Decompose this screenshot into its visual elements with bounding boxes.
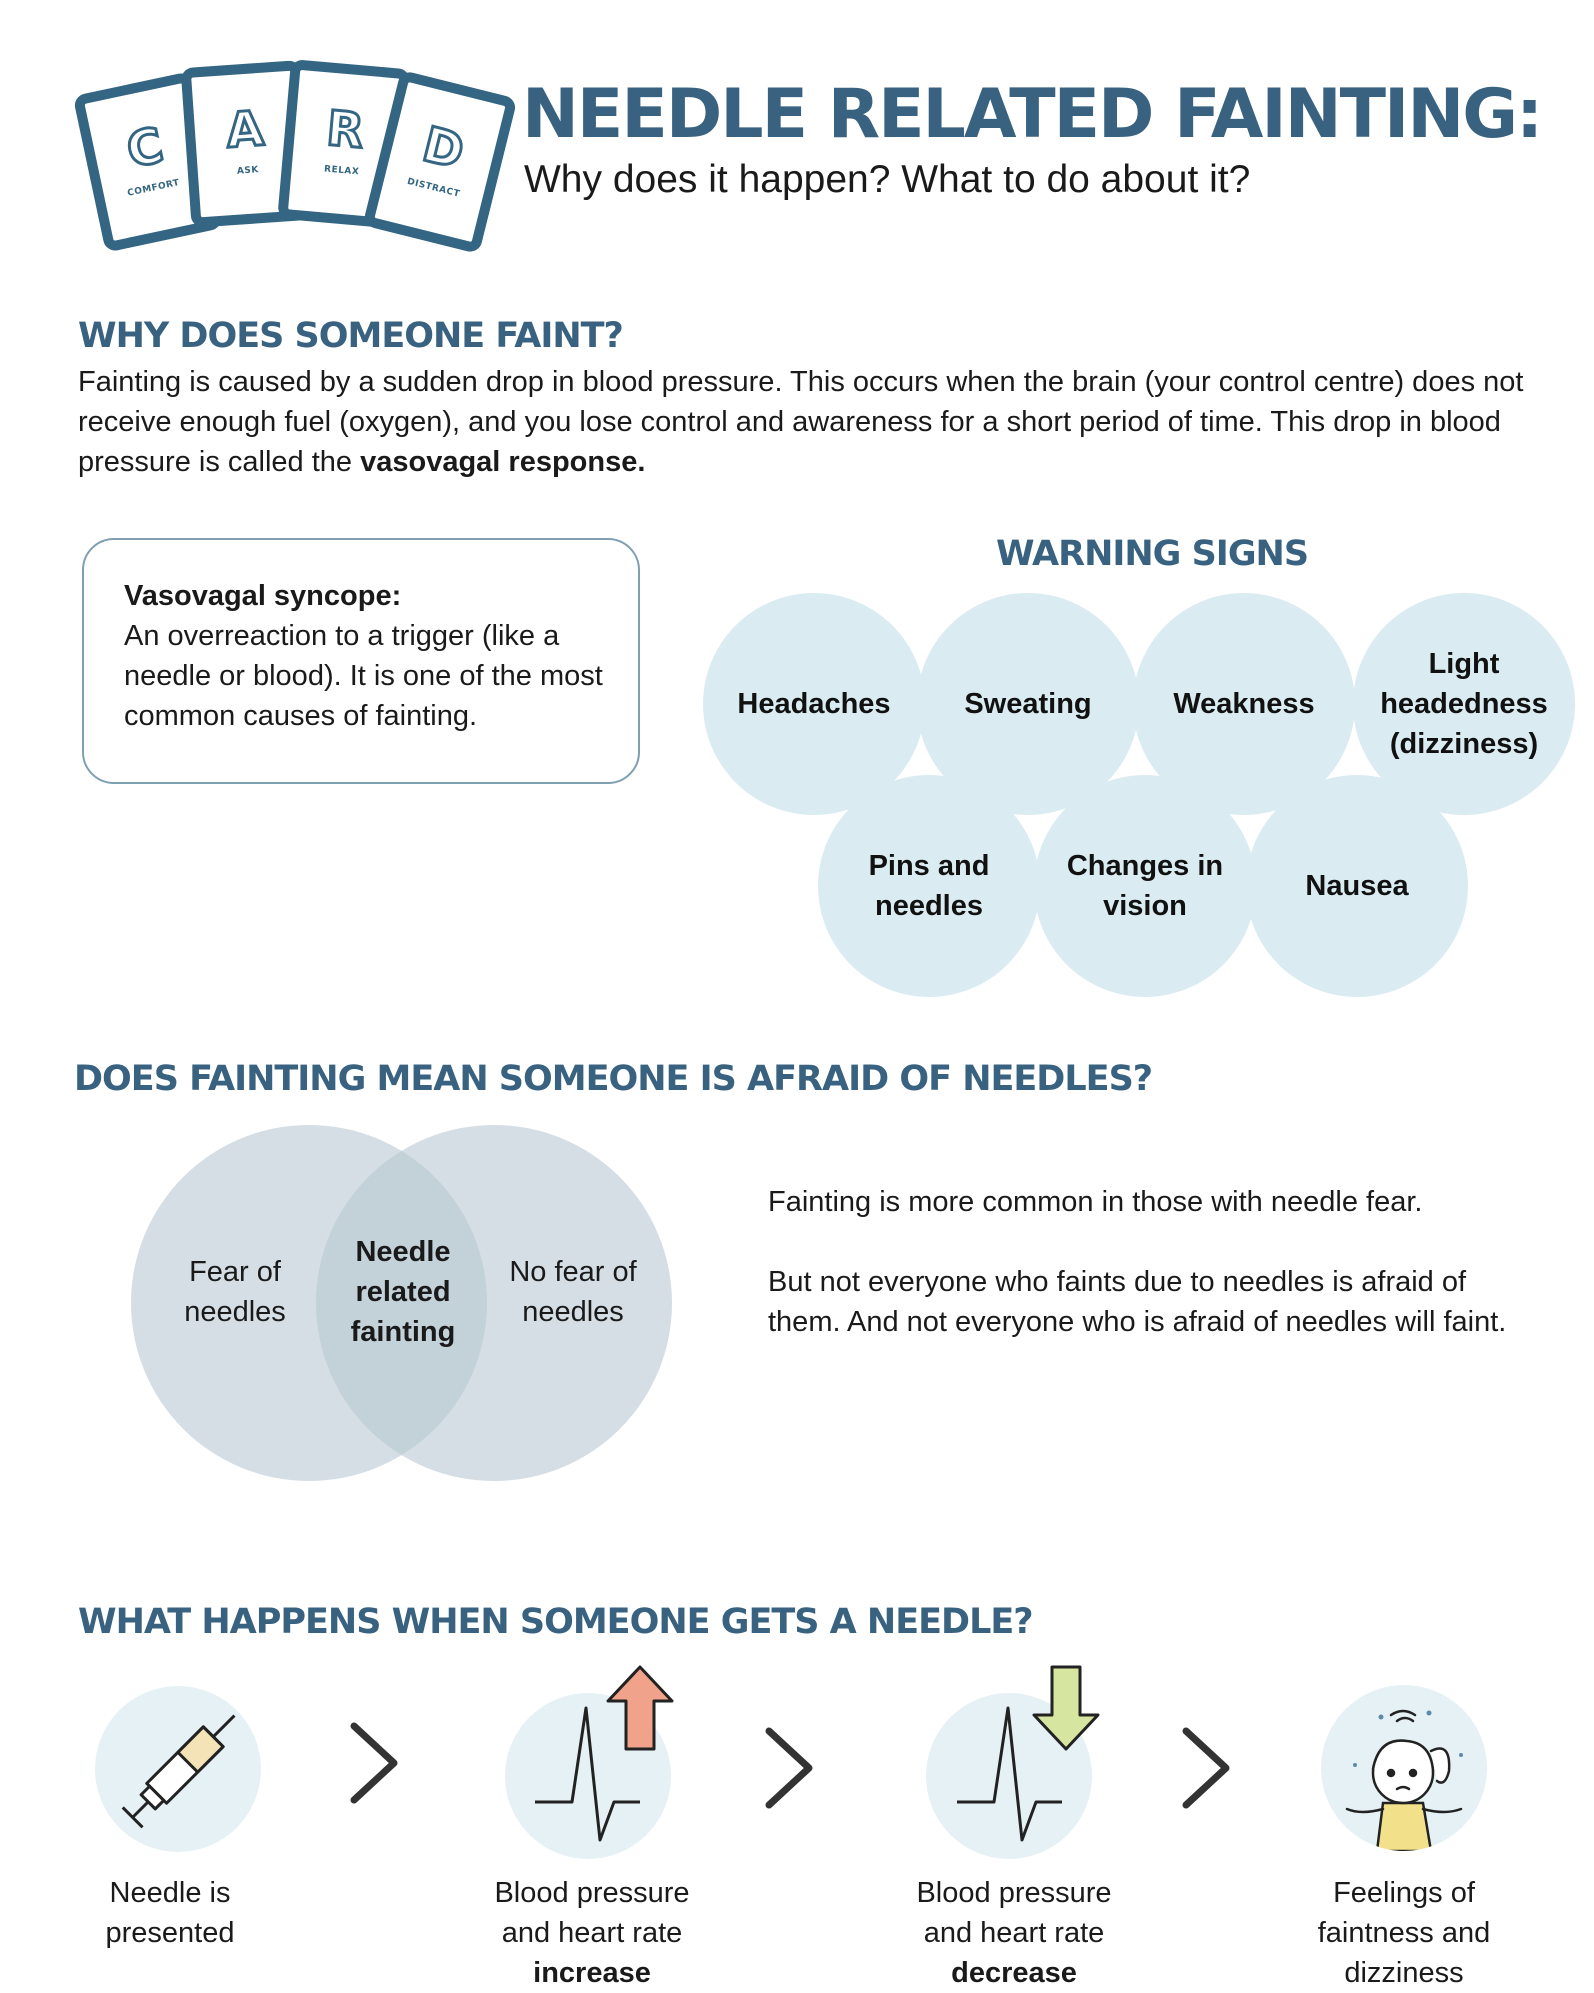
step-caption-bold: decrease xyxy=(951,1957,1077,1989)
step-caption-bold: increase xyxy=(533,1957,651,1989)
sign-sweating: Sweating xyxy=(917,593,1139,815)
step-1-caption xyxy=(60,1873,280,1953)
arrow-down-icon xyxy=(1030,1663,1102,1753)
step-caption-line: and heart rate xyxy=(501,1917,683,1949)
card-letter: D xyxy=(417,116,470,181)
sign-pins-and-needles: Pins and needles xyxy=(818,775,1040,997)
sign-nausea: Nausea xyxy=(1246,775,1468,997)
sign-weakness: Weakness xyxy=(1133,593,1355,815)
card-letter: A xyxy=(224,100,266,160)
step-caption-line: Needle is xyxy=(109,1877,231,1909)
step-caption-line: Blood pressure xyxy=(494,1877,690,1909)
page-subtitle: Why does it happen? What to do about it? xyxy=(524,158,1251,201)
card-word: ASK xyxy=(236,165,260,177)
step-2-caption xyxy=(464,1873,720,1993)
sign-headaches: Headaches xyxy=(703,593,925,815)
venn-label-fear: Fear of needles xyxy=(184,1256,286,1328)
card-word: RELAX xyxy=(323,164,360,178)
step-caption-line: presented xyxy=(105,1917,235,1949)
card-letter: C xyxy=(122,117,169,180)
step-3-caption xyxy=(886,1873,1142,1993)
sign-changes-in-vision: Changes in vision xyxy=(1034,775,1256,997)
sign-light-headedness: Light headedness (dizziness) xyxy=(1353,593,1575,815)
why-paragraph xyxy=(78,362,1558,482)
syncope-text: An overreaction to a trigger (like a needle or blood). It is one of the most common causes of fainting. xyxy=(124,620,603,732)
step-caption-line: dizziness xyxy=(1344,1957,1464,1989)
happens-heading: WHAT HAPPENS WHEN SOMEONE GETS A NEEDLE? xyxy=(78,1602,1033,1642)
card-word: DISTRACT xyxy=(406,176,461,200)
venn-label-center: Needle related fainting xyxy=(350,1236,456,1348)
chevron-right-icon xyxy=(348,1720,402,1806)
step-caption-line: faintness and xyxy=(1317,1917,1491,1949)
arrow-up-icon xyxy=(604,1663,676,1753)
syncope-box xyxy=(82,538,640,784)
step-4-caption xyxy=(1274,1873,1534,1993)
chevron-right-icon xyxy=(763,1725,817,1811)
step-caption-line: Blood pressure xyxy=(916,1877,1112,1909)
step-caption-line: and heart rate xyxy=(923,1917,1105,1949)
why-text: Fainting is caused by a sudden drop in blood pressure. This occurs when the brain (your control centre) does not receive enough fuel (oxygen), and you lose control and awareness for a short period of time. This drop in blood pressure is called the xyxy=(78,366,1524,478)
venn-label-no-fear: No fear of needles xyxy=(509,1256,637,1328)
dizzy-person-icon xyxy=(1321,1685,1487,1851)
why-bold-term: vasovagal response. xyxy=(360,446,646,478)
fear-paragraph-2: But not everyone who faints due to needles is afraid of them. And not everyone who is afraid of needles will faint. xyxy=(768,1266,1507,1338)
syringe-icon xyxy=(95,1690,265,1850)
fear-paragraph-1: Fainting is more common in those with needle fear. xyxy=(768,1186,1423,1218)
warning-heading: WARNING SIGNS xyxy=(996,534,1309,574)
syncope-title: Vasovagal syncope: xyxy=(124,580,402,612)
page-title: NEEDLE RELATED FAINTING: xyxy=(522,75,1542,154)
step-caption-line: Feelings of xyxy=(1333,1877,1475,1909)
why-heading: WHY DOES SOMEONE FAINT? xyxy=(78,316,623,356)
card-letter: R xyxy=(324,100,367,160)
fear-heading: DOES FAINTING MEAN SOMEONE IS AFRAID OF NEEDLES? xyxy=(74,1059,1153,1099)
chevron-right-icon xyxy=(1180,1725,1234,1811)
card-word: COMFORT xyxy=(126,177,181,199)
